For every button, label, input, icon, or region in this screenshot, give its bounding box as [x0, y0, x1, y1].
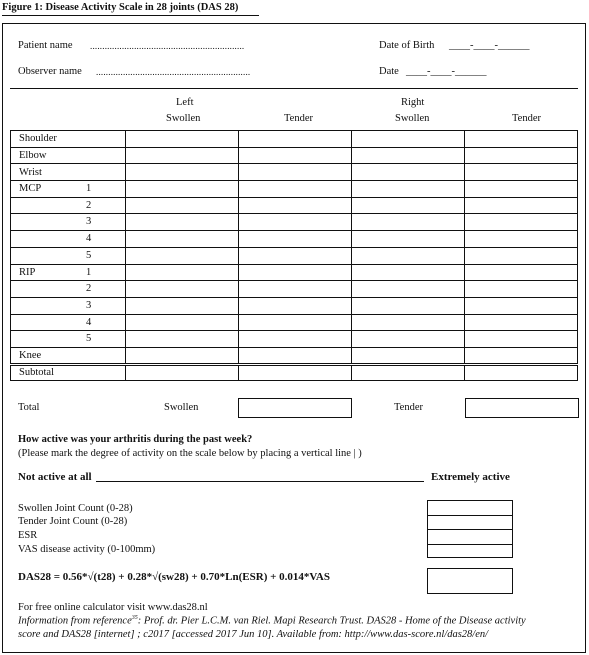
joint-entry-cell[interactable] — [465, 231, 578, 248]
joint-entry-cell[interactable] — [352, 331, 465, 348]
table-row — [11, 264, 578, 281]
joint-name-cell — [11, 131, 126, 148]
joint-entry-cell[interactable] — [126, 164, 239, 181]
joint-entry-cell[interactable] — [126, 181, 239, 198]
joint-name-cell — [11, 347, 126, 364]
joint-name-cell — [11, 297, 126, 314]
observer-name-field[interactable]: ............................................................... — [96, 67, 251, 77]
date-of-birth-label: Date of Birth — [379, 40, 435, 51]
joint-name-cell — [11, 181, 126, 198]
joint-number: 1 — [86, 266, 92, 278]
joint-entry-cell[interactable] — [352, 164, 465, 181]
joint-entry-cell[interactable] — [352, 214, 465, 231]
joint-entry-cell[interactable] — [465, 297, 578, 314]
joint-entry-cell[interactable] — [126, 314, 239, 331]
table-row — [11, 231, 578, 248]
total-label: Total — [18, 402, 40, 413]
joint-entry-cell[interactable] — [126, 147, 239, 164]
das28-formula: DAS28 = 0.56*√(t28) + 0.28*√(sw28) + 0.70*Ln(ESR) + 0.014*VAS — [18, 571, 330, 583]
reference-rest: : Prof. dr. Pier L.C.M. van Riel. Mapi Research Trust. DAS28 - Home of the Disease activity — [137, 615, 526, 627]
joint-entry-cell[interactable] — [465, 164, 578, 181]
activity-question: How active was your arthritis during the past week? — [18, 434, 253, 445]
joint-entry-cell[interactable] — [126, 264, 239, 281]
joint-name-cell — [11, 197, 126, 214]
scale-left-label: Not active at all — [18, 471, 92, 483]
joint-name-cell — [11, 264, 126, 281]
joint-entry-cell[interactable] — [126, 281, 239, 298]
total-swollen-label: Swollen — [164, 402, 199, 413]
measure-boxes — [427, 500, 513, 558]
joint-entry-cell[interactable] — [239, 331, 352, 348]
reference-line-1 — [18, 615, 526, 627]
joint-entry-cell[interactable] — [465, 347, 578, 364]
joint-number: 4 — [86, 316, 92, 328]
joint-entry-cell[interactable] — [239, 364, 352, 381]
reference-superscript: 35 — [131, 615, 138, 621]
joint-entry-cell[interactable] — [465, 214, 578, 231]
table-row — [11, 181, 578, 198]
joint-count-table — [10, 130, 578, 381]
reference-line-2: score and DAS28 [internet] ; c2017 [accessed 2017 Jun 10]. Available from: http://www.das-score.nl/das28/en/ — [18, 629, 489, 640]
table-row — [11, 314, 578, 331]
joint-name-cell — [11, 314, 126, 331]
measure-swollen-count: Swollen Joint Count (0-28) — [18, 503, 133, 514]
das28-result-box[interactable] — [427, 568, 513, 594]
joint-entry-cell[interactable] — [239, 347, 352, 364]
joint-label: Knee — [19, 349, 42, 361]
col-header-right-swollen: Swollen — [395, 113, 430, 124]
joint-entry-cell[interactable] — [352, 347, 465, 364]
joint-entry-cell[interactable] — [352, 314, 465, 331]
joint-entry-cell[interactable] — [126, 297, 239, 314]
total-swollen-box[interactable] — [238, 398, 352, 418]
table-row — [11, 197, 578, 214]
joint-label: Subtotal — [19, 367, 55, 379]
joint-entry-cell[interactable] — [126, 131, 239, 148]
joint-name-cell — [11, 164, 126, 181]
joint-label: MCP — [19, 183, 42, 195]
joint-entry-cell[interactable] — [465, 264, 578, 281]
observer-name-label: Observer name — [18, 66, 82, 77]
calculator-note: For free online calculator visit www.das28.nl — [18, 602, 208, 613]
joint-name-cell — [11, 214, 126, 231]
joint-entry-cell[interactable] — [352, 264, 465, 281]
joint-entry-cell[interactable] — [465, 181, 578, 198]
joint-name-cell — [11, 364, 126, 381]
joint-entry-cell[interactable] — [465, 314, 578, 331]
joint-entry-cell[interactable] — [126, 214, 239, 231]
joint-entry-cell[interactable] — [465, 281, 578, 298]
joint-entry-cell[interactable] — [239, 197, 352, 214]
joint-entry-cell[interactable] — [352, 231, 465, 248]
date-of-birth-field[interactable]: ____-____-______ — [449, 40, 530, 51]
table-row — [11, 297, 578, 314]
joint-entry-cell[interactable] — [239, 147, 352, 164]
joint-number: 2 — [86, 199, 92, 211]
patient-name-field[interactable]: ............................................................... — [90, 41, 245, 51]
joint-entry-cell[interactable] — [352, 247, 465, 264]
table-row — [11, 247, 578, 264]
joint-entry-cell[interactable] — [126, 197, 239, 214]
joint-entry-cell[interactable] — [352, 281, 465, 298]
joint-entry-cell[interactable] — [352, 364, 465, 381]
joint-number: 2 — [86, 283, 92, 295]
table-row — [11, 331, 578, 348]
vas-scale-line[interactable] — [96, 481, 424, 482]
joint-number: 5 — [86, 249, 92, 261]
joint-entry-cell[interactable] — [465, 331, 578, 348]
joint-entry-cell[interactable] — [126, 231, 239, 248]
joint-entry-cell[interactable] — [239, 247, 352, 264]
joint-label: Elbow — [19, 150, 47, 162]
joint-entry-cell[interactable] — [239, 181, 352, 198]
joint-number: 3 — [86, 216, 92, 228]
joint-name-cell — [11, 231, 126, 248]
col-header-left-swollen: Swollen — [166, 113, 201, 124]
table-row — [11, 131, 578, 148]
joint-entry-cell[interactable] — [126, 364, 239, 381]
joint-label: Shoulder — [19, 133, 57, 145]
total-tender-box[interactable] — [465, 398, 579, 418]
joint-label: Wrist — [19, 166, 42, 178]
right-group-header: Right — [401, 97, 425, 108]
joint-entry-cell[interactable] — [239, 214, 352, 231]
joint-number: 3 — [86, 299, 92, 311]
joint-entry-cell[interactable] — [126, 247, 239, 264]
table-row — [11, 164, 578, 181]
date-field[interactable]: ____-____-______ — [406, 66, 487, 77]
joint-entry-cell[interactable] — [352, 131, 465, 148]
table-row — [11, 281, 578, 298]
joint-label: RIP — [19, 266, 36, 278]
joint-entry-cell[interactable] — [239, 131, 352, 148]
joint-entry-cell[interactable] — [465, 364, 578, 381]
table-row — [11, 364, 578, 381]
joint-entry-cell[interactable] — [239, 297, 352, 314]
joint-entry-cell[interactable] — [239, 281, 352, 298]
joint-entry-cell[interactable] — [352, 297, 465, 314]
joint-entry-cell[interactable] — [239, 264, 352, 281]
date-label: Date — [379, 66, 399, 77]
table-row — [11, 214, 578, 231]
vas-box[interactable] — [427, 544, 513, 559]
joint-entry-cell[interactable] — [239, 164, 352, 181]
joint-entry-cell[interactable] — [239, 231, 352, 248]
total-tender-label: Tender — [394, 402, 423, 413]
table-row — [11, 147, 578, 164]
left-group-header: Left — [176, 97, 194, 108]
patient-name-label: Patient name — [18, 40, 73, 51]
col-header-right-tender: Tender — [512, 113, 541, 124]
joint-number: 5 — [86, 333, 92, 345]
table-row — [11, 347, 578, 364]
joint-name-cell — [11, 147, 126, 164]
joint-entry-cell[interactable] — [465, 131, 578, 148]
joint-number: 1 — [86, 183, 92, 195]
figure-title: Figure 1: Disease Activity Scale in 28 joints (DAS 28) — [2, 2, 239, 13]
esr-box[interactable] — [427, 529, 513, 544]
scale-right-label: Extremely active — [431, 471, 510, 483]
joint-entry-cell[interactable] — [465, 247, 578, 264]
joint-entry-cell[interactable] — [352, 197, 465, 214]
joint-entry-cell[interactable] — [465, 197, 578, 214]
swollen-count-box[interactable] — [427, 500, 513, 515]
joint-entry-cell[interactable] — [126, 331, 239, 348]
reference-prefix: Information from reference — [18, 615, 132, 627]
header-divider — [10, 88, 578, 89]
joint-entry-cell[interactable] — [352, 181, 465, 198]
joint-name-cell — [11, 331, 126, 348]
col-header-left-tender: Tender — [284, 113, 313, 124]
joint-name-cell — [11, 281, 126, 298]
joint-entry-cell[interactable] — [352, 147, 465, 164]
joint-entry-cell[interactable] — [126, 347, 239, 364]
joint-number: 4 — [86, 233, 92, 245]
measure-esr: ESR — [18, 530, 38, 541]
joint-entry-cell[interactable] — [239, 314, 352, 331]
tender-count-box[interactable] — [427, 515, 513, 530]
joint-entry-cell[interactable] — [465, 147, 578, 164]
figure-title-underline — [2, 15, 259, 16]
measure-tender-count: Tender Joint Count (0-28) — [18, 516, 128, 527]
measure-vas: VAS disease activity (0-100mm) — [18, 544, 156, 555]
activity-instruction: (Please mark the degree of activity on the scale below by placing a vertical line | ) — [18, 448, 362, 459]
joint-name-cell — [11, 247, 126, 264]
